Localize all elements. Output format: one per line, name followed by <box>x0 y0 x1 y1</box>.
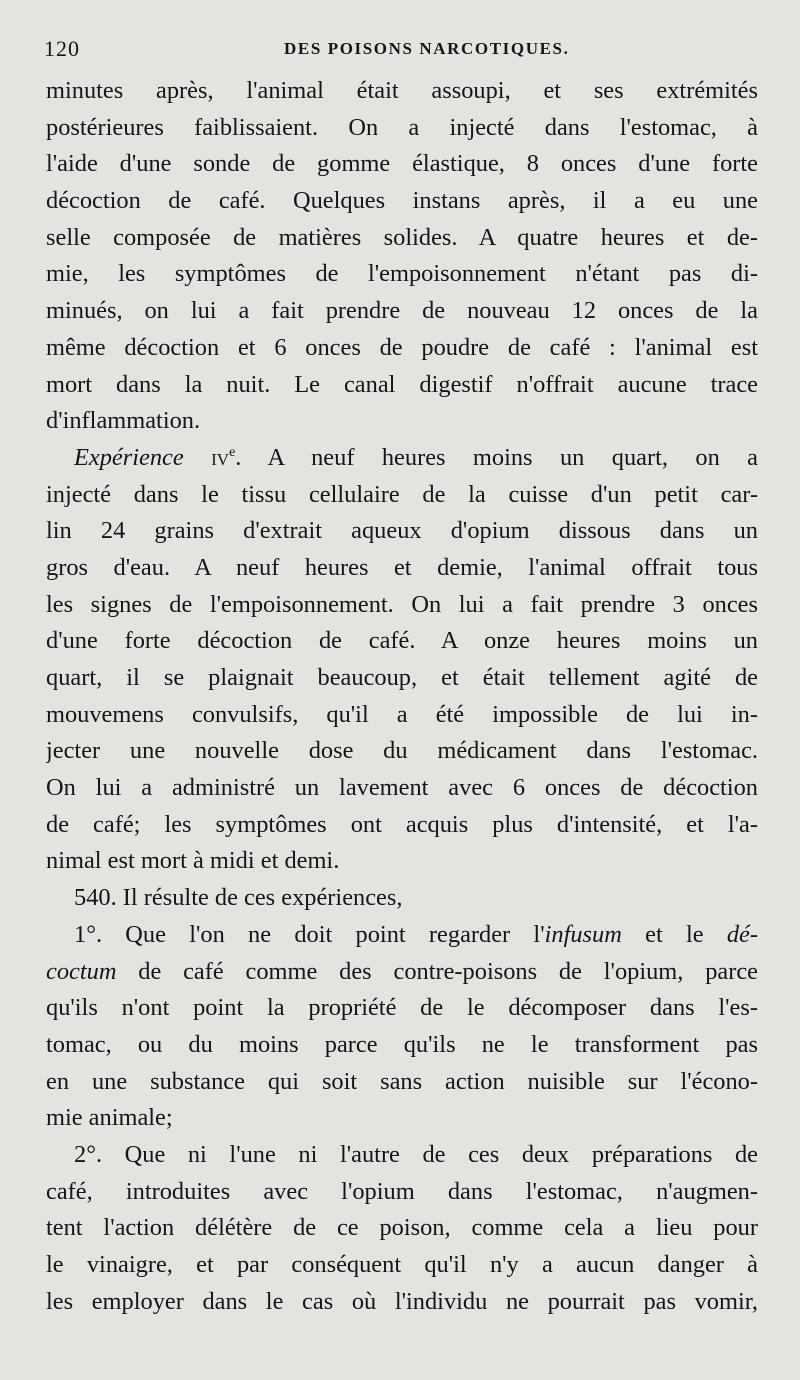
text-line: jecter une nouvelle dose du médicament dans l'estomac. <box>46 737 758 765</box>
page-number: 120 <box>44 36 80 61</box>
text-line: même décoction et 6 onces de poudre de café : l'animal est <box>46 333 758 361</box>
text-line: qu'ils n'ont point la propriété de le décomposer dans l'es- <box>46 994 758 1022</box>
text-line: mort dans la nuit. Le canal digestif n'offrait aucune trace <box>46 370 758 398</box>
text-line: minutes après, l'animal était assoupi, et ses extrémités <box>46 77 758 104</box>
text-line: mouvemens convulsifs, qu'il a été impossible de lui in- <box>46 700 758 728</box>
text-line: injecté dans le tissu cellulaire de la cuisse d'un petit car- <box>46 480 758 508</box>
text-line: gros d'eau. A neuf heures et demie, l'animal offrait tous <box>46 553 758 581</box>
text-line: tent l'action délétère de ce poison, comme cela a lieu pour <box>46 1214 758 1242</box>
text-line: coctum de café comme des contre-poisons de l'opium, parce <box>46 957 758 985</box>
text-line: en une substance qui soit sans action nuisible sur l'écono- <box>46 1067 758 1095</box>
text-line: mie animale; <box>46 1104 173 1132</box>
text-line: café, introduites avec l'opium dans l'estomac, n'augmen- <box>46 1177 758 1205</box>
text-line: quart, il se plaignait beaucoup, et était tellement agité de <box>46 664 758 691</box>
text-line: postérieures faiblissaient. On a injecté dans l'estomac, à <box>46 113 758 141</box>
text-line: de café; les symptômes ont acquis plus d'intensité, et l'a- <box>46 810 758 838</box>
paragraph-540-line: 540. Il résulte de ces expériences, <box>74 884 403 912</box>
running-head: DES POISONS NARCOTIQUES. <box>284 39 570 58</box>
text-line: d'inflammation. <box>46 407 201 435</box>
text-line: nimal est mort à midi et demi. <box>46 847 340 875</box>
text-line: d'une forte décoction de café. A onze heures moins un <box>46 627 758 655</box>
text-line: décoction de café. Quelques instans après, il a eu une <box>46 187 758 215</box>
text-line: On lui a administré un lavement avec 6 onces de décoction <box>46 774 758 802</box>
page-header <box>44 36 760 66</box>
text-line: tomac, ou du moins parce qu'ils ne le transforment pas <box>46 1030 758 1058</box>
text-line: mie, les symptômes de l'empoisonnement n'étant pas di- <box>46 260 758 288</box>
body-text <box>46 73 758 1320</box>
experience-heading-line: Expérience $iv^e$. A neuf heures moins un quart, on a <box>74 443 758 471</box>
text-line: les employer dans le cas où l'individu ne pourrait pas vomir, <box>46 1287 758 1315</box>
text-line: lin 24 grains d'extrait aqueux d'opium dissous dans un <box>46 517 758 545</box>
experience-number: iv <box>211 443 230 471</box>
text-line: le vinaigre, et par conséquent qu'il n'y a aucun danger à <box>46 1251 758 1278</box>
text-line: l'aide d'une sonde de gomme élastique, 8 onces d'une forte <box>46 150 758 178</box>
text-line: minués, on lui a fait prendre de nouveau 12 onces de la <box>46 297 758 325</box>
text-line: selle composée de matières solides. A quatre heures et de- <box>46 223 758 251</box>
text-line: les signes de l'empoisonnement. On lui a fait prendre 3 onces <box>46 590 758 618</box>
point-2-line: 2°. Que ni l'une ni l'autre de ces deux préparations de <box>74 1140 758 1168</box>
point-1-line: 1°. Que l'on ne doit point regarder l'infusum et le dé- <box>74 920 758 948</box>
experience-label: Expérience <box>74 443 184 471</box>
